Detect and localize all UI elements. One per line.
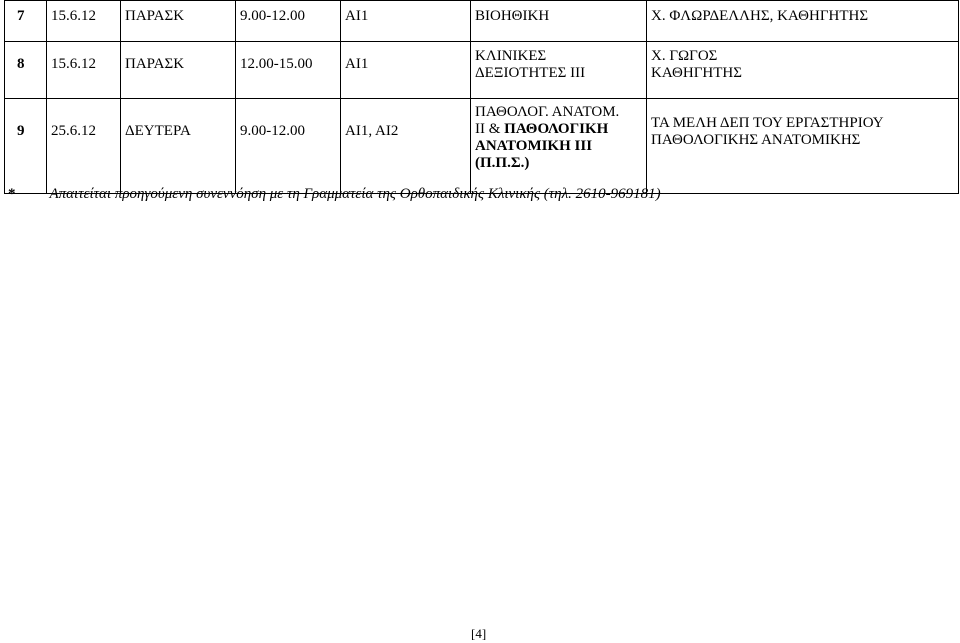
table-row (5, 99, 959, 194)
table-row (5, 42, 959, 99)
subject-text: ΙΙ & (475, 121, 505, 137)
subject-bold-line: (Π.Π.Σ.) (475, 155, 530, 171)
instructor-line: Χ. ΓΩΓΟΣ (651, 48, 718, 64)
instructor-cell (647, 99, 959, 194)
room-cell: ΑΙ1 (341, 42, 471, 99)
instructor-line: ΚΑΘΗΓΗΤΗΣ (651, 65, 742, 81)
date-cell: 15.6.12 (47, 1, 121, 42)
time-cell: 9.00-12.00 (236, 99, 341, 194)
schedule-table (4, 0, 959, 194)
subject-line: ΒΙΟΗΘΙΚΗ (475, 8, 550, 24)
date-cell: 15.6.12 (47, 42, 121, 99)
instructor-cell (647, 42, 959, 99)
time-cell: 9.00-12.00 (236, 1, 341, 42)
subject-bold-text: ΠΑΘΟΛΟΓΙΚΗ (504, 121, 609, 137)
room-cell: ΑΙ1, ΑΙ2 (341, 99, 471, 194)
page-number: [4] (471, 626, 487, 641)
row-number: 9 (5, 99, 47, 194)
footnote-text: Απαιτείται προηγούμενη συνεννόηση με τη Γραμματεία της Ορθοπαιδικής Κλινικής (τηλ. 2610-969181) (49, 186, 661, 202)
subject-cell (471, 42, 647, 99)
subject-cell (471, 99, 647, 194)
instructor-line: ΤΑ ΜΕΛΗ ΔΕΠ ΤΟΥ ΕΡΓΑΣΤΗΡΙΟΥ (651, 115, 884, 131)
subject-bold-line: ΑΝΑΤΟΜΙΚΗ ΙΙΙ (475, 138, 593, 154)
date-cell: 25.6.12 (47, 99, 121, 194)
table-row (5, 1, 959, 42)
subject-cell (471, 1, 647, 42)
subject-line: ΚΛΙΝΙΚΕΣ (475, 48, 547, 64)
subject-line: ΠΑΘΟΛΟΓ. ΑΝΑΤΟΜ. (475, 104, 620, 120)
day-cell: ΔΕΥΤΕΡΑ (121, 99, 236, 194)
subject-line (475, 121, 642, 138)
instructor-line: Χ. ΦΛΩΡΔΕΛΛΗΣ, ΚΑΘΗΓΗΤΗΣ (651, 8, 869, 24)
time-cell: 12.00-15.00 (236, 42, 341, 99)
day-cell: ΠΑΡΑΣΚ (121, 1, 236, 42)
subject-line: ΔΕΞΙΟΤΗΤΕΣ ΙΙΙ (475, 65, 586, 81)
footnote-marker: * (8, 186, 16, 202)
footnote (8, 186, 661, 203)
instructor-line: ΠΑΘΟΛΟΓΙΚΗΣ ΑΝΑΤΟΜΙΚΗΣ (651, 132, 861, 148)
row-number: 8 (5, 42, 47, 99)
row-number: 7 (5, 1, 47, 42)
room-cell: ΑΙ1 (341, 1, 471, 42)
day-cell: ΠΑΡΑΣΚ (121, 42, 236, 99)
instructor-cell (647, 1, 959, 42)
